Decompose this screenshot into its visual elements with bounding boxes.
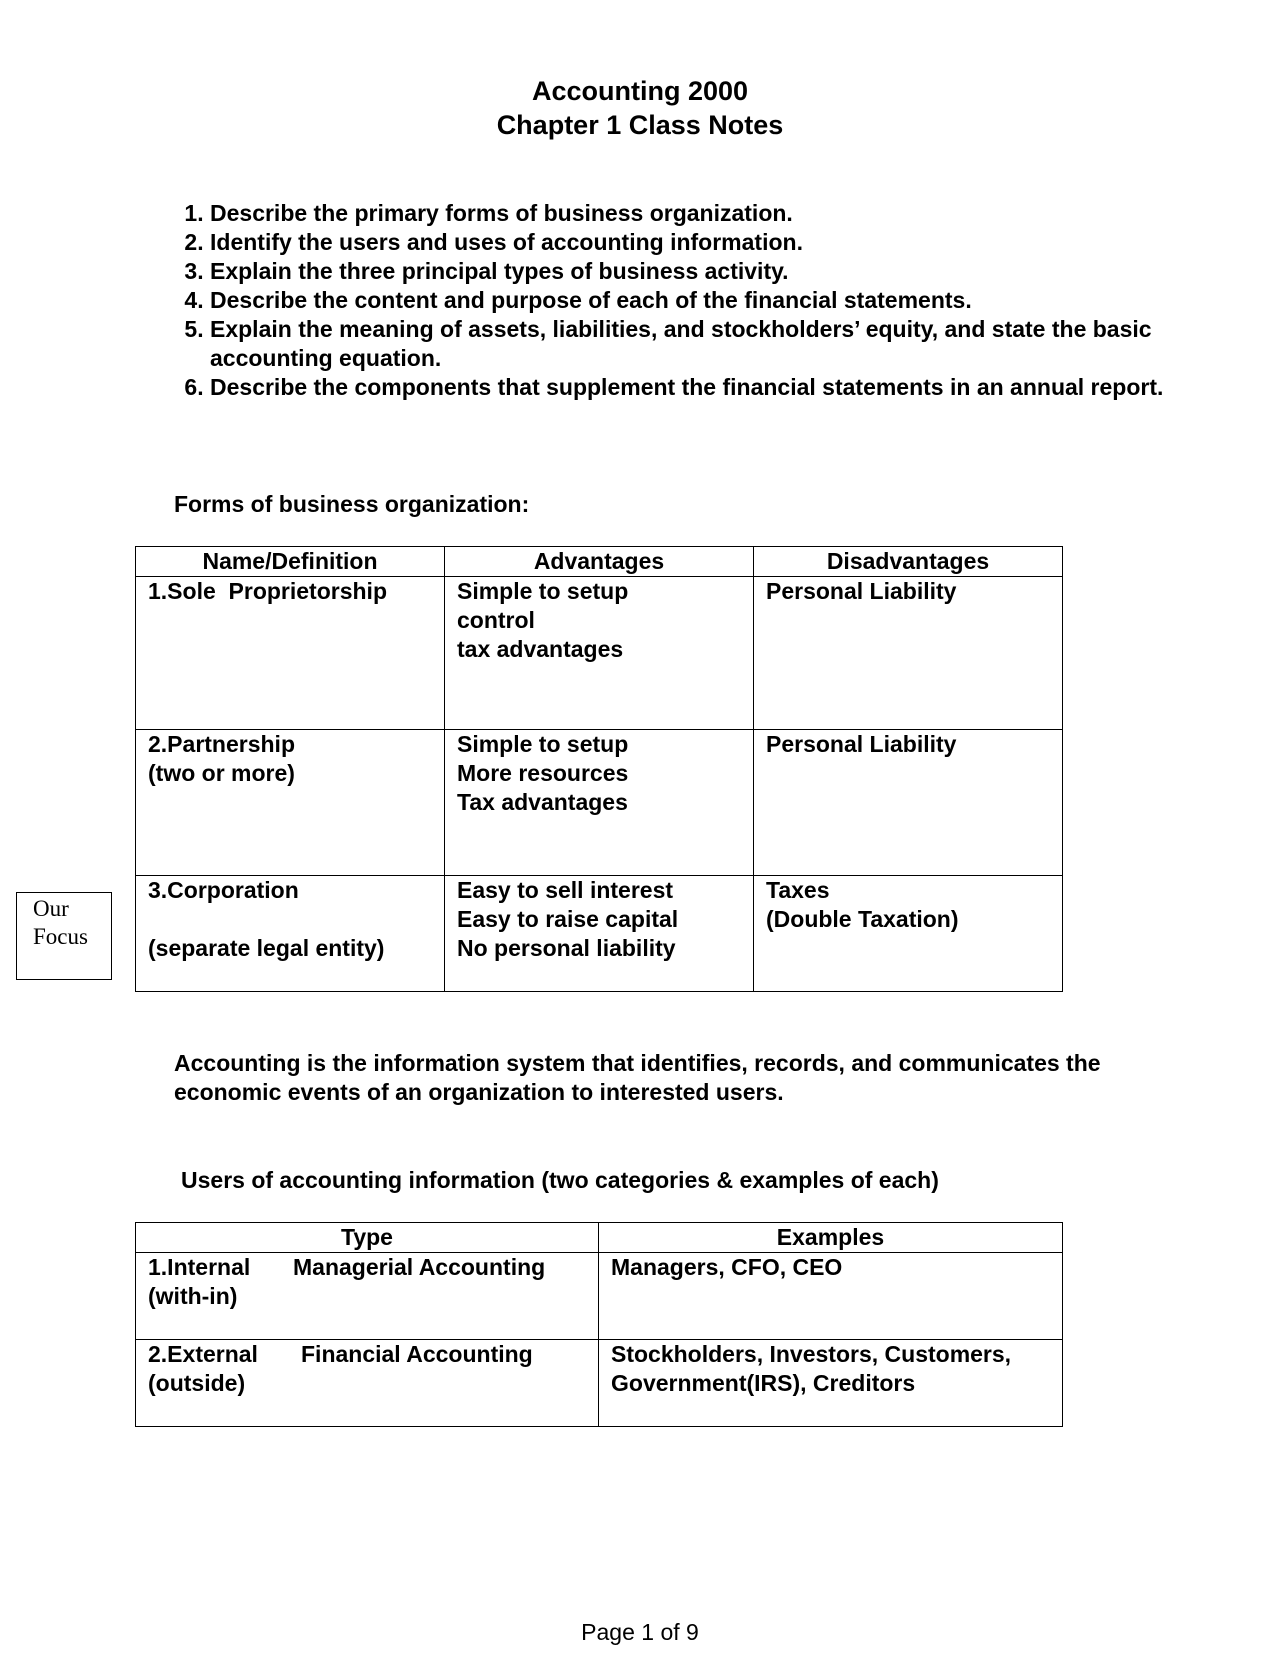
advantage-item: More resources [457,760,629,786]
form-name: 3.Corporation [148,877,299,903]
page-number: Page 1 of 9 [581,1619,699,1645]
form-name-cell [136,577,445,730]
users-heading: Users of accounting information (two categories & examples of each) [181,1167,939,1193]
disadvantages-cell [754,876,1063,992]
forms-header-name: Name/Definition [136,547,445,577]
user-qualifier: (with-in) [148,1283,238,1309]
advantage-item: Easy to sell interest [457,877,674,903]
objective-item: 2. Identify the users and uses of accounting information. [210,228,1180,257]
example-text: Managers, CFO, CEO [611,1254,843,1280]
accounting-field: Managerial Accounting [293,1254,546,1280]
user-type-cell [136,1253,599,1340]
learning-objectives-list [172,199,1180,402]
user-type-cell [136,1340,599,1427]
disadvantages-cell [754,577,1063,730]
example-text: Stockholders, Investors, Customers, [611,1341,1012,1367]
example-text: Government(IRS), Creditors [611,1370,916,1396]
examples-cell [599,1253,1063,1340]
spacer [148,905,432,934]
advantages-cell [445,577,754,730]
form-name: 1.Sole Proprietorship [148,578,387,604]
chapter-title: Chapter 1 Class Notes [496,110,784,140]
users-header-examples: Examples [599,1223,1063,1253]
user-category: 1.Internal [148,1254,251,1280]
disadvantage-item: Taxes [766,877,830,903]
advantage-item: control [457,607,535,633]
advantage-item: Tax advantages [457,789,628,815]
table-row [136,730,1063,876]
course-title: Accounting 2000 [531,76,749,106]
disadvantage-item: Personal Liability [766,731,957,757]
accounting-definition: Accounting is the information system that identifies, records, and communicates the economic events of an organization to interested users. [174,1050,1101,1105]
advantage-item: Easy to raise capital [457,906,679,932]
advantage-item: Simple to setup [457,578,629,604]
user-category: 2.External [148,1341,258,1367]
objective-item: 6. Describe the components that supplement the financial statements in an annual report. [210,373,1180,402]
table-row [136,1340,1063,1427]
disadvantage-item: Personal Liability [766,578,957,604]
focus-line: Focus [33,924,88,949]
table-row [136,876,1063,992]
objective-item: 4. Describe the content and purpose of each of the financial statements. [210,286,1180,315]
objective-item: 5. Explain the meaning of assets, liabilities, and stockholders’ equity, and state the basic accounting equation. [210,315,1180,373]
advantage-item: No personal liability [457,935,676,961]
objective-item: 1. Describe the primary forms of business organization. [210,199,1180,228]
objective-item: 3. Explain the three principal types of business activity. [210,257,1180,286]
accounting-field: Financial Accounting [301,1341,533,1367]
disadvantages-cell [754,730,1063,876]
table-row [136,577,1063,730]
advantages-cell [445,876,754,992]
form-note: (separate legal entity) [148,935,385,961]
document-title [0,74,1280,142]
forms-heading: Forms of business organization: [174,491,530,517]
user-qualifier: (outside) [148,1370,246,1396]
form-name-cell [136,730,445,876]
users-table [135,1222,1063,1427]
advantages-cell [445,730,754,876]
table-row [136,1253,1063,1340]
disadvantage-item: (Double Taxation) [766,906,959,932]
forms-header-advantages: Advantages [445,547,754,577]
our-focus-callout [16,892,112,980]
users-header-type: Type [136,1223,599,1253]
forms-header-disadvantages: Disadvantages [754,547,1063,577]
advantage-item: tax advantages [457,636,624,662]
advantage-item: Simple to setup [457,731,629,757]
form-name: 2.Partnership [148,731,295,757]
forms-table [135,546,1063,992]
examples-cell [599,1340,1063,1427]
form-name-cell [136,876,445,992]
form-note: (two or more) [148,760,295,786]
focus-line: Our [33,896,69,921]
